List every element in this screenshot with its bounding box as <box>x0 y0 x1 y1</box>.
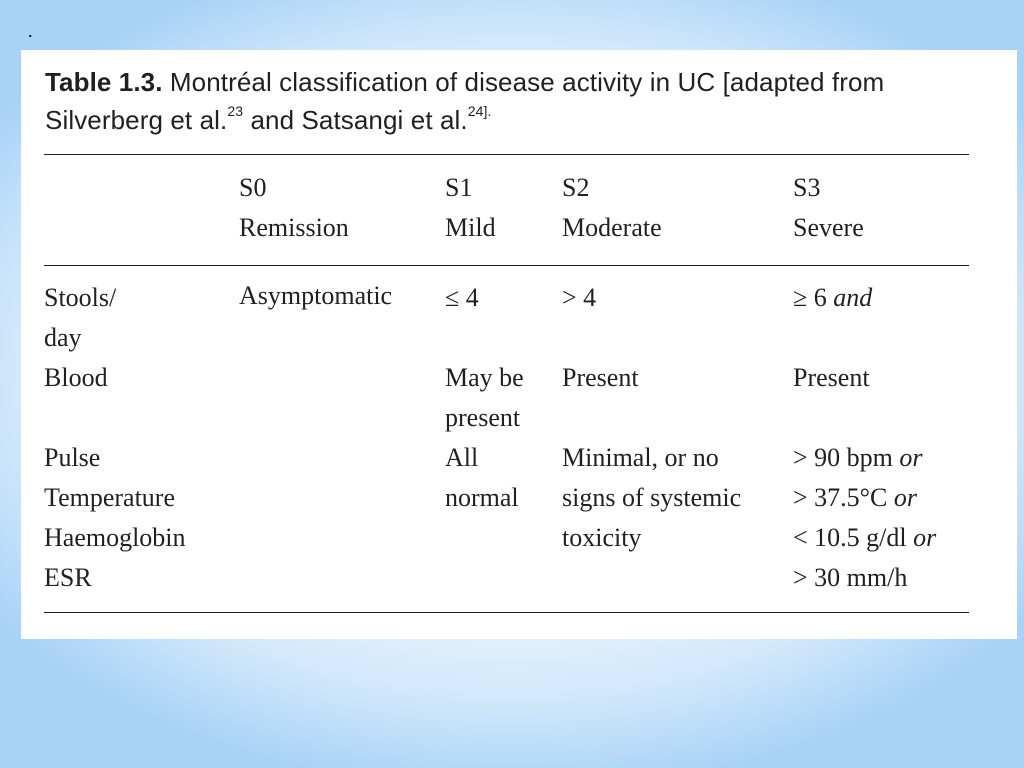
cell-s3-temperature-connector: or <box>893 483 918 512</box>
cell-s1-systemic: All <box>445 443 479 472</box>
cell-s3-pulse-value: > 90 bpm <box>793 443 900 472</box>
table-header-rule <box>44 265 969 266</box>
cell-s0-stools: Asymptomatic <box>239 281 393 310</box>
cell-s3-stools-value: ≥ 6 <box>793 283 834 312</box>
row-label-pulse: Pulse <box>44 443 101 472</box>
row-label-stools: Stools/ <box>44 283 117 312</box>
cell-s1-blood: May be <box>445 363 524 392</box>
table-caption <box>45 63 985 139</box>
caption-label: Table 1.3. <box>45 67 163 97</box>
row-label-stools-day: day <box>44 323 82 352</box>
row-label-haemoglobin: Haemoglobin <box>44 523 186 552</box>
row-label-temperature: Temperature <box>44 483 175 512</box>
cell-s2-stools: > 4 <box>562 283 597 312</box>
header-s2-code: S2 <box>562 173 590 202</box>
cell-s2-systemic: Minimal, or no <box>562 443 719 472</box>
cell-s1-stools: ≤ 4 <box>445 283 479 312</box>
cell-s3-pulse <box>793 438 923 478</box>
header-s0-label: Remission <box>239 213 349 242</box>
slide-bullet: . <box>28 21 33 41</box>
row-label-blood: Blood <box>44 363 108 392</box>
cell-s1-systemic-cont: normal <box>445 483 519 512</box>
cell-s3-blood: Present <box>793 363 870 392</box>
cell-s3-temperature <box>793 478 917 518</box>
caption-text-part1: Montréal classification of disease activity in UC [adapted from Silverberg et al. <box>45 67 885 135</box>
header-s3-code: S3 <box>793 173 821 202</box>
cell-s3-temperature-value: > 37.5°C <box>793 483 894 512</box>
cell-s3-esr: > 30 mm/h <box>793 563 908 592</box>
table-bottom-rule <box>44 612 969 613</box>
cell-s3-stools <box>793 278 872 318</box>
table-top-rule <box>44 154 969 155</box>
cell-s1-blood-cont: present <box>445 403 521 432</box>
header-s2-label: Moderate <box>562 213 662 242</box>
cell-s2-systemic-end: toxicity <box>562 523 642 552</box>
header-s1-label: Mild <box>445 213 496 242</box>
caption-text-part2: and Satsangi et al. <box>243 105 468 135</box>
cell-s3-haemoglobin-connector: or <box>913 523 937 552</box>
header-s3-label: Severe <box>793 213 864 242</box>
header-s0-code: S0 <box>239 173 267 202</box>
cell-s2-blood: Present <box>562 363 639 392</box>
caption-ref-1: 23 <box>227 103 244 120</box>
row-label-esr: ESR <box>44 563 92 592</box>
cell-s3-pulse-connector: or <box>899 443 923 472</box>
cell-s3-haemoglobin <box>793 518 936 558</box>
header-s1-code: S1 <box>445 173 473 202</box>
caption-ref-2: 24]. <box>467 103 492 120</box>
cell-s3-haemoglobin-value: < 10.5 g/dl <box>793 523 914 552</box>
cell-s3-stools-connector: and <box>833 283 873 312</box>
cell-s2-systemic-cont: signs of systemic <box>562 483 742 512</box>
table-panel <box>21 50 1017 639</box>
